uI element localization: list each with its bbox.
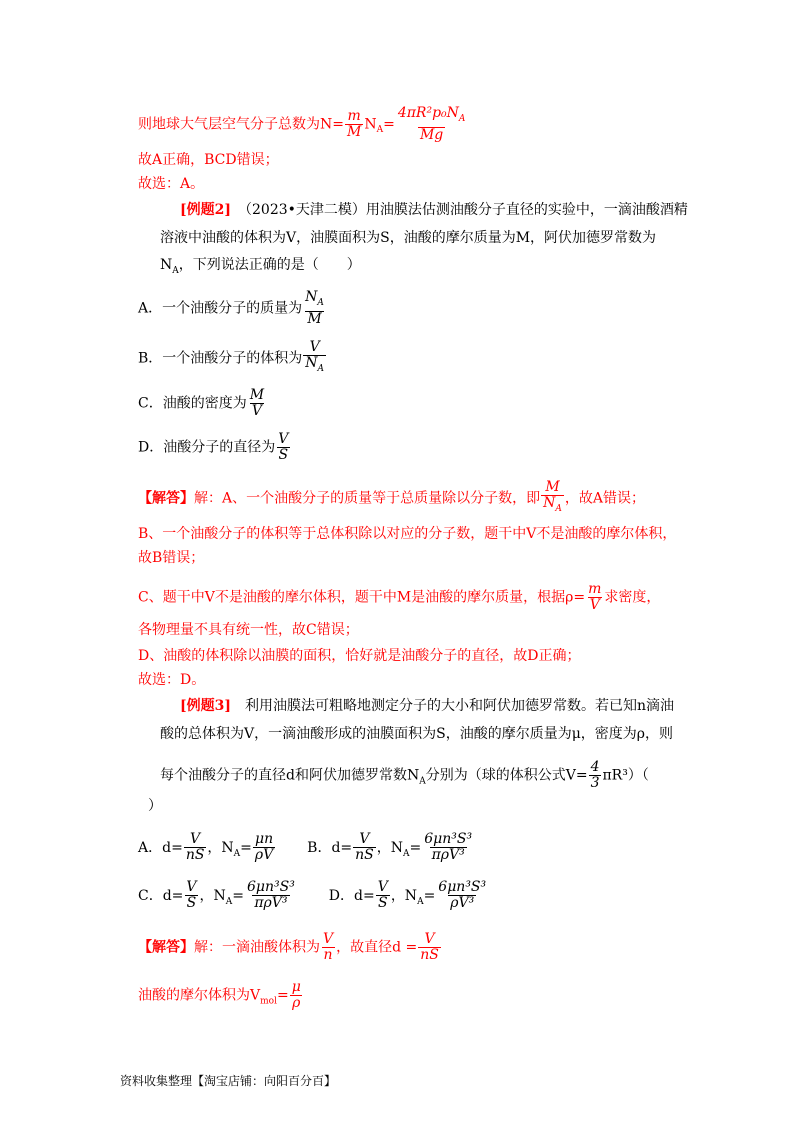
numerator: V [424,931,435,947]
answer-c-line1 [138,582,660,613]
numerator: V [359,831,370,847]
numerator: μn [255,831,274,847]
fraction [253,832,275,863]
example3-line4: ） [148,798,162,814]
answer-b-line1: B、一个油酸分子的体积等于总体积除以对应的分子数，题干中V不是油酸的摩尔体积， [138,526,677,542]
example2-line2: 溶液中油酸的体积为V，油膜面积为S，油酸的摩尔质量为M，阿伏加德罗常数为 [160,230,657,246]
text: （2023•天津二模）用油膜法估测油酸分子直径的实验中，一滴油酸酒精 [245,202,688,218]
subscript: A [233,848,241,859]
denominator: S [186,895,197,911]
example3-line2: 酸的总体积为V，一滴油酸形成的油膜面积为S，油酸的摩尔质量为μ，密度为ρ，则 [160,726,674,742]
text: ，N [207,839,234,856]
text: ，N [376,839,403,856]
text: 利用油膜法可粗略地测定分子的大小和阿伏加德罗常数。若已知n滴油 [245,698,675,714]
fraction [276,432,290,463]
denominator [541,495,564,517]
subscript: A [403,848,410,859]
example-tag: [例题3] [180,698,231,714]
numerator: 4 [590,759,600,775]
option-label: A．一个油酸分子的质量为 [138,300,303,317]
fraction [376,880,390,911]
subscript: A [555,503,562,514]
option-d3 [328,879,489,911]
option-c [138,388,267,419]
text: = [232,887,245,904]
numerator [303,290,326,311]
option-c3 [138,879,298,911]
text: = [240,839,252,856]
option-label: B．d= [307,839,353,856]
fraction [418,932,441,963]
text: 油酸的摩尔体积为V [138,987,261,1004]
fraction [353,832,376,863]
text: 分别为（球的体积公式V= [425,767,588,784]
option-label: C．油酸的密度为 [138,395,247,412]
conclusion-line: 故A正确，BCD错误； [138,152,279,168]
numerator: m [347,107,361,124]
denominator: M [346,123,362,140]
subscript: A [419,776,426,787]
example2-line1 [180,200,688,220]
example3-answer-line1 [138,932,442,963]
text: 每个油酸分子的直径d和阿伏加德罗常数N [160,767,420,784]
text: N [364,116,377,133]
text: ，故A错误； [564,490,645,507]
answer-c-line2: 各物理量不具有统一性，故C错误； [138,622,359,638]
fraction [436,880,488,911]
numerator: V [377,879,388,895]
example2-line3 [160,255,361,281]
fraction [290,980,303,1011]
answer-tag: 【解答】 [138,490,194,507]
option-label: B．一个油酸分子的体积为 [138,350,303,367]
text: ，故直径d = [336,939,418,956]
fraction [422,832,474,863]
denominator: nS [185,847,205,863]
fraction [396,106,468,143]
denominator [303,355,326,377]
numerator: 6μn³S³ [424,831,473,847]
example3-line1 [180,696,674,716]
answer-b-line2: 故B错误； [138,550,205,566]
denominator: ρ [292,995,301,1011]
denominator: 3 [590,775,600,791]
choice-line: 故选：A。 [138,176,205,192]
text: N [305,289,318,305]
numerator [396,106,468,127]
fraction [541,480,564,517]
subscript: A [317,297,324,308]
text: ，N [199,887,226,904]
fraction [303,290,326,327]
option-label: D．油酸分子的直径为 [138,439,276,456]
numerator: V [190,831,201,847]
subscript: A [172,265,179,276]
numerator: 6μn³S³ [438,879,487,895]
text: 求密度， [604,589,661,606]
text: N [543,495,556,511]
text: 解：A、一个油酸分子的质量等于总质量除以分子数，即 [194,490,541,507]
text: = [276,987,289,1004]
answer-a-line [138,480,645,517]
denominator: V [251,403,262,419]
text: πR³）（ [602,767,649,784]
numerator: M [545,479,560,495]
option-b3 [307,831,475,863]
page-footer: 资料收集整理【淘宝店铺：向阳百分百】 [120,1074,337,1088]
fraction [586,582,603,613]
fraction [184,880,198,911]
denominator: ρV [254,847,274,863]
option-label: D．d= [328,887,375,904]
denominator: S [377,895,388,911]
numerator: μ [291,979,301,995]
example-tag: [例题2] [180,202,231,218]
numerator: M [249,387,265,403]
denominator: nS [355,847,374,863]
fraction [184,832,207,863]
fraction [321,932,335,963]
option-label: A．d= [138,839,183,856]
option-label: C．d= [138,887,184,904]
text: N [160,257,173,273]
subscript: A [417,896,424,907]
example3-options-cd [138,880,489,911]
denominator: V [589,597,600,613]
text: = [423,887,436,904]
denominator: n [323,947,333,963]
text: N [305,355,318,371]
example3-options-ab [138,832,475,863]
denominator: nS [420,947,439,963]
numerator: V [278,431,289,447]
fraction [303,340,326,377]
denominator: Mg [419,126,444,143]
option-d [138,432,291,463]
answer-d-line: D、油酸的体积除以油膜的面积，恰好就是油酸分子的直径，故D正确； [138,648,581,664]
text: C、题干中V不是油酸的摩尔体积，题干中M是油酸的摩尔质量，根据ρ= [138,589,586,606]
subscript: A [458,113,466,124]
numerator: V [323,931,334,947]
denominator: πρV³ [254,895,288,911]
denominator: S [278,447,289,463]
option-b [138,340,327,377]
example3-answer-line2 [138,980,304,1011]
answer-choice-line: 故选：D。 [138,672,206,688]
text: ，N [390,887,418,904]
earth-molecule-count-line [138,106,468,143]
denominator: M [307,310,322,327]
fraction [589,760,602,791]
text: ，下列说法正确的是（ ） [178,257,361,273]
fraction [345,109,363,140]
subscript: A [317,363,325,374]
subscript: A [376,125,384,136]
subscript: mol [260,996,277,1007]
numerator: m [588,581,602,597]
numerator: 6μn³S³ [247,879,295,895]
text: = [383,116,395,133]
text: 则地球大气层空气分子总数为N= [138,116,344,133]
denominator: ρV³ [450,895,475,911]
example3-line3 [160,760,649,791]
subscript: A [225,896,233,907]
fraction [248,388,266,419]
answer-tag: 【解答】 [138,939,194,956]
text: = [409,839,422,856]
denominator: πρV³ [431,847,465,863]
fraction [245,880,297,911]
numerator: V [186,879,197,895]
text: 4πR²p₀N [397,105,459,121]
numerator: V [309,339,320,355]
option-a [138,290,327,327]
text: 解：一滴油酸体积为 [194,939,320,956]
